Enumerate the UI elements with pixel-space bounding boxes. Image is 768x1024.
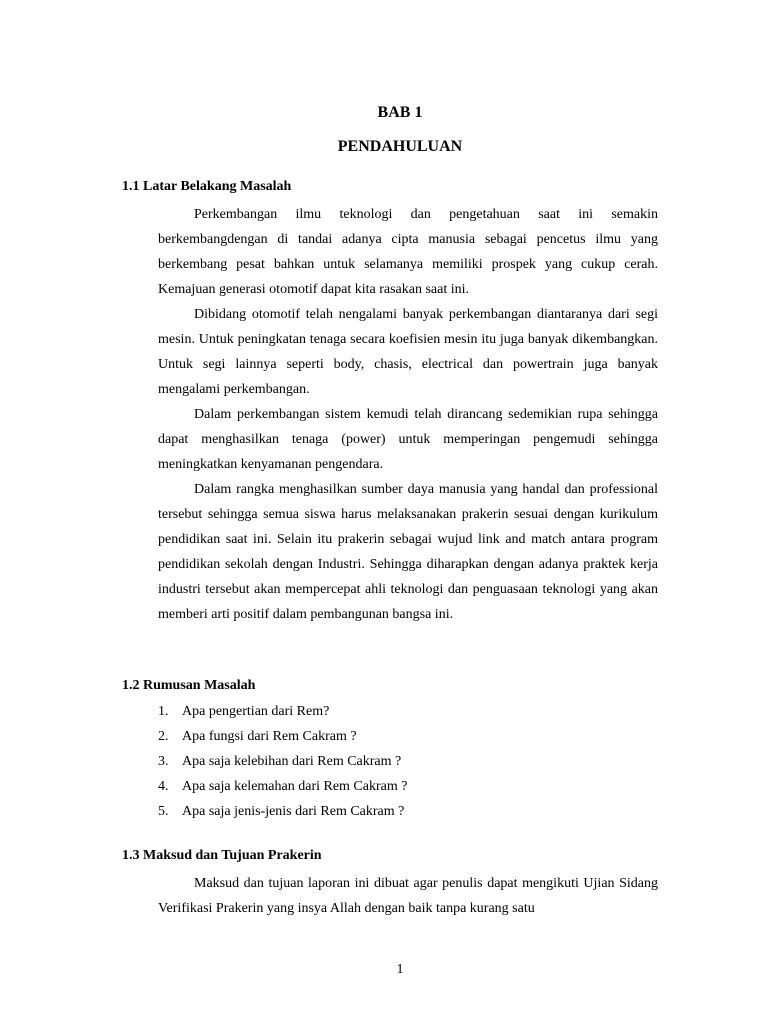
list-item-number: 5. [158, 804, 169, 819]
list-item-text: Apa saja kelebihan dari Rem Cakram ? [182, 754, 402, 769]
question-list [158, 699, 407, 824]
section-body-maksud-tujuan [158, 871, 658, 921]
list-item [158, 699, 407, 724]
page-number: 1 [396, 962, 404, 977]
list-item-number: 4. [158, 779, 169, 794]
paragraph: Perkembangan ilmu teknologi dan pengetahuan saat ini semakin berkembangdengan di tandai adanya cipta manusia sebagai pencetus ilmu yang berkembang pesat bahkan untuk selamanya memiliki prospek yang cukup cerah. Kemajuan generasi otomotif dapat kita rasakan saat ini. [158, 207, 658, 297]
paragraph: Dalam rangka menghasilkan sumber daya manusia yang handal dan professional tersebut sehingga semua siswa harus melaksanakan prakerin sesuai dengan kurikulum pendidikan saat ini. Selain itu prakerin sebagai wujud link and match antara program pendidikan sekolah dengan Industri. Sehingga diharapkan dengan adanya praktek kerja industri tersebut akan mempercepat ahli teknologi dan penguasaan teknologi yang akan memberi arti positif dalam pembangunan bangsa ini. [158, 482, 658, 622]
section-title-rumusan-masalah: 1.2 Rumusan Masalah [122, 678, 256, 693]
paragraph: Maksud dan tujuan laporan ini dibuat agar penulis dapat mengikuti Ujian Sidang Verifikasi Prakerin yang insya Allah dengan baik tanpa kurang satu [158, 876, 658, 916]
list-item-text: Apa pengertian dari Rem? [182, 704, 330, 719]
list-item-text: Apa fungsi dari Rem Cakram ? [182, 729, 357, 744]
list-item-number: 3. [158, 754, 169, 769]
list-item-number: 1. [158, 704, 169, 719]
list-item [158, 774, 407, 799]
chapter-title: PENDAHULUAN [337, 138, 463, 155]
section-body-latar-belakang [158, 202, 658, 627]
list-item [158, 799, 407, 824]
list-item-text: Apa saja kelemahan dari Rem Cakram ? [182, 779, 408, 794]
section-title-latar-belakang: 1.1 Latar Belakang Masalah [122, 179, 292, 194]
section-title-maksud-tujuan: 1.3 Maksud dan Tujuan Prakerin [122, 848, 322, 863]
chapter-label: BAB 1 [377, 104, 423, 121]
list-item-number: 2. [158, 729, 169, 744]
list-item [158, 749, 407, 774]
list-item-text: Apa saja jenis-jenis dari Rem Cakram ? [182, 804, 405, 819]
list-item [158, 724, 407, 749]
paragraph: Dalam perkembangan sistem kemudi telah dirancang sedemikian rupa sehingga dapat menghasilkan tenaga (power) untuk memperingan pengemudi sehingga meningkatkan kenyamanan pengendara. [158, 407, 658, 472]
paragraph: Dibidang otomotif telah nengalami banyak perkembangan diantaranya dari segi mesin. Untuk peningkatan tenaga secara koefisien mesin itu juga banyak dikembangkan. Untuk segi lainnya seperti body, chasis, electrical dan powertrain juga banyak mengalami perkembangan. [158, 307, 658, 397]
